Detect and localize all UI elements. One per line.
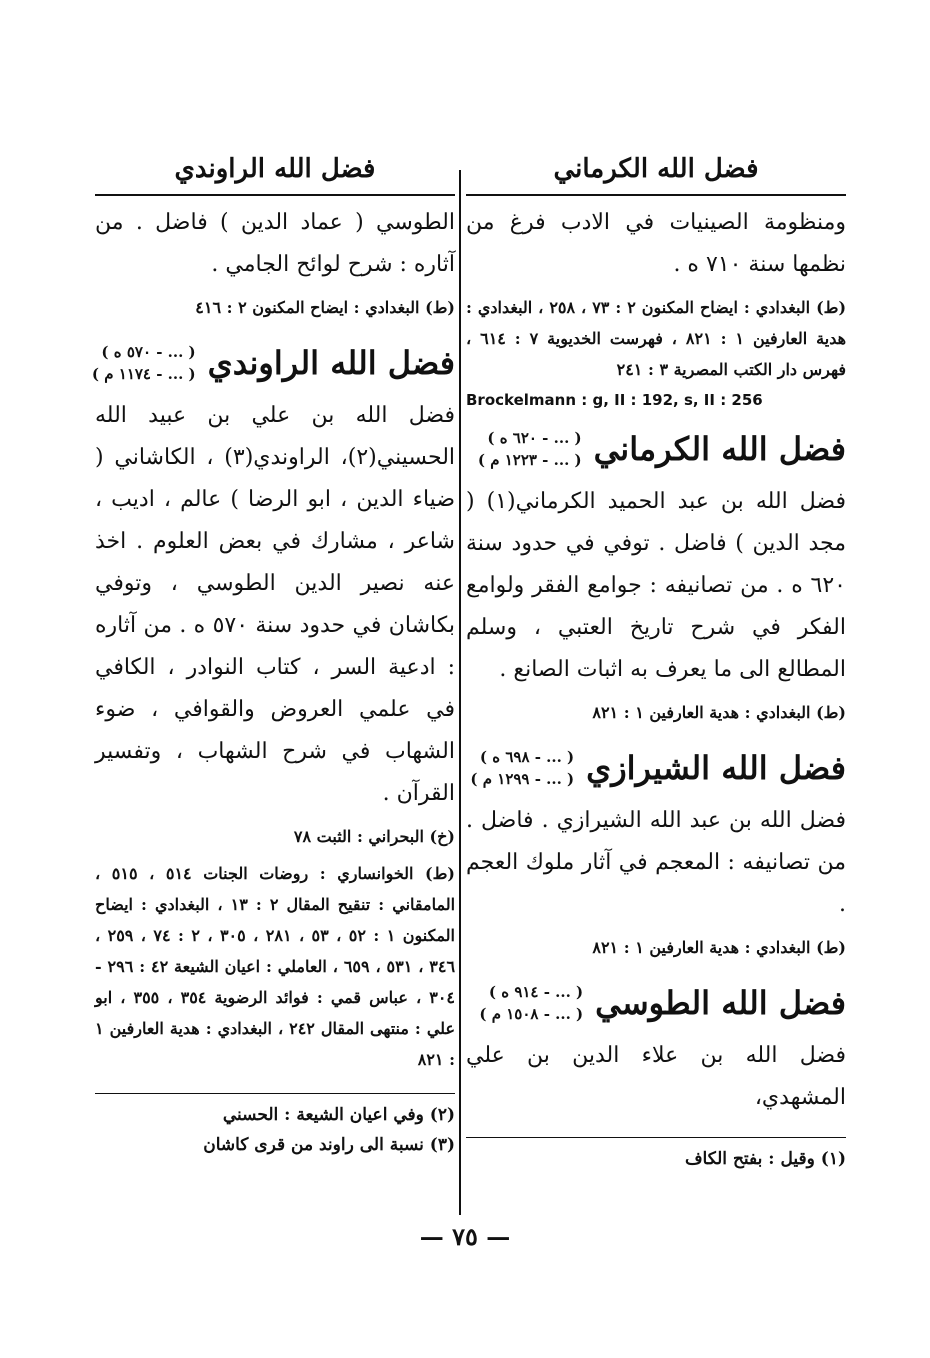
left-column: [91, 150, 456, 1160]
gregorian-date: ( ... - ١٢٢٣ م ): [477, 451, 582, 469]
reference-list: (ط) البغدادي : ايضاح المكنون ٢ : ٤١٦: [195, 298, 455, 317]
gregorian-date: ( ... - ١٢٩٩ م ): [470, 770, 575, 788]
latin-reference: Brockelmann : g, II : 192, s, II : 256: [466, 391, 763, 409]
entry-dates: [478, 427, 582, 471]
hijri-date: ( ... - ٥٧٠ ه ): [101, 343, 196, 361]
footnote-rule: [95, 1093, 455, 1094]
entry-heading: [91, 341, 455, 385]
left-column-header: فضل الله الراوندي: [174, 154, 376, 184]
reference-list: (ط) البغدادي : هدية العارفين ١ : ٨٢١: [592, 703, 846, 722]
entry-heading: [466, 427, 846, 471]
entry-heading: [466, 746, 846, 790]
gregorian-date: ( ... - ١١٧٤ م ): [91, 365, 196, 383]
entry-dates: [470, 746, 574, 790]
footnote: (٢) وفي اعيان الشيعة : الحسني: [222, 1105, 455, 1125]
reference-list: (ط) البغدادي : هدية العارفين ١ : ٨٢١: [592, 938, 846, 957]
reference-list: (خ) البحراني : الثبت ٧٨: [293, 827, 455, 846]
hijri-date: ( ... - ٩١٤ ه ): [488, 983, 584, 1001]
hijri-date: ( ... - ٦٢٠ ه ): [487, 429, 582, 447]
entry-text: فضل الله بن علاء الدين بن علي المشهدي،: [466, 1043, 846, 1110]
right-column-header: فضل الله الكرماني: [553, 154, 759, 184]
entry-text: فضل الله بن عبد الحميد الكرماني(١) ( مجد الدين ) فاضل . توفي في حدود سنة ٦٢٠ ه . من تصانيفه : جوامع الفقر ولوامع الفكر في شرح تاريخ العتبي ، وسلم المطالع الى ما يعرف به اثبات الصانع .: [466, 489, 846, 682]
entry-name: فضل الله الراوندي: [207, 344, 455, 382]
entry-text: فضل الله بن عبد الله الشيرازي . فاضل . من تصانيفه : المعجم في آثار ملوك العجم .: [466, 808, 846, 917]
entry-heading: [466, 981, 846, 1025]
entry-name: فضل الله الشيرازي: [586, 749, 846, 787]
reference-list: (ط) البغدادي : ايضاح المكنون ٢ : ٧٣ ، ٢٥٨ ، البغدادي : هدية العارفين ١ : ٨٢١ ، فهرست الخديوية ٧ : ٦١٤ ، فهرس دار الكتب المصرية ٣ : ٢٤١: [466, 298, 847, 379]
footnote: (١) وقيل : بفتح الكاف: [684, 1149, 846, 1169]
entry-name: فضل الله الطوسي: [595, 984, 846, 1022]
reference-list: (ط) الخوانساري : روضات الجنات ٥١٤ ، ٥١٥ ، المامقاني : تنقيح المقال ٢ : ١٣ ، البغدادي : ايضاح المكنون ١ : ٥٢ ، ٥٣ ، ٢٨١ ، ٣٠٥ ، ٢ : ٧٤ ، ٢٥٩ ، ٣٤٦ ، ٥٣١ ، ٦٥٩ ، العاملي : اعيان الشيعة ٤٢ : ٢٩٦ - ٣٠٤ ، عباس قمي : فوائد الرضوية ٣٥٤ ، ٣٥٥ ، ابو علي : منتهى المقال ٢٤٢ ، البغدادي : هدية العارفين ١ : ٨٢١: [95, 864, 456, 1069]
continued-text: ومنظومة الصينيات في الادب فرغ من نظمها سنة ٧١٠ ه .: [466, 210, 846, 277]
entry-text: فضل الله بن علي بن عبيد الله الحسيني(٢)، الراوندي(٣) ، الكاشاني ( ضياء الدين ، ابو الرضا ) عالم ، اديب ، شاعر ، مشارك في بعض العلوم . اخذ عنه نصير الدين الطوسي ، وتوفي بكاشان في حدود سنة ٥٧٠ ه . من آثاره : ادعية السر ، كتاب النوادر ، الكافي في علمي العروض والقوافي ، ضوء الشهاب في شرح الشهاب ، وتفسير القرآن .: [95, 403, 456, 806]
hijri-date: ( ... - ٦٩٨ ه ): [479, 748, 575, 766]
entry-dates: [479, 981, 583, 1025]
entry-dates: [92, 341, 196, 385]
page-number: — ٧٥ —: [419, 1222, 511, 1251]
footnote: (٣) نسبة الى راوند من قرى كاشان: [203, 1135, 455, 1155]
entry-name: فضل الله الكرماني: [593, 430, 846, 468]
right-column: [466, 150, 846, 1174]
column-divider: [459, 170, 461, 1215]
header-rule: [466, 194, 846, 196]
footnote-rule: [466, 1137, 846, 1138]
header-rule: [95, 194, 455, 196]
gregorian-date: ( ... - ١٥٠٨ م ): [479, 1005, 584, 1023]
continued-text: الطوسي ( عماد الدين ) فاضل . من آثاره : شرح لوائح الجامي .: [95, 210, 455, 277]
